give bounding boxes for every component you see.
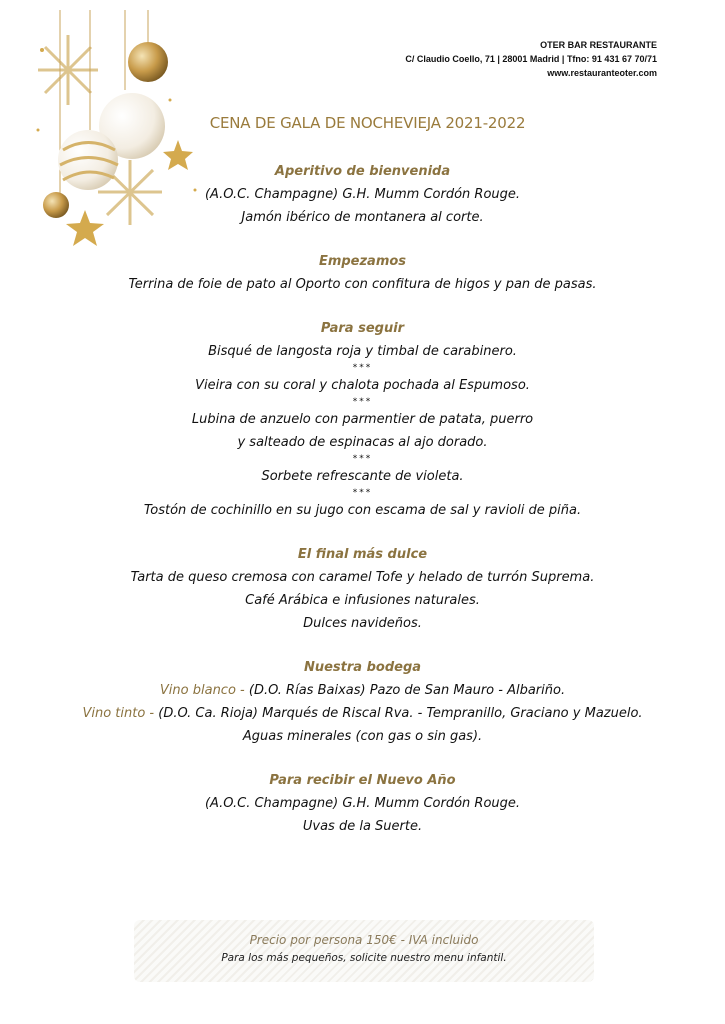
section-title: Para recibir el Nuevo Año	[269, 773, 456, 788]
menu-line: Vieira con su coral y chalota pochada al Espumoso.	[195, 378, 530, 393]
restaurant-address: C/ Claudio Coello, 71 | 28001 Madrid | Tfno: 91 431 67 70/71	[405, 54, 657, 64]
menu-line: Bisqué de langosta roja y timbal de carabinero.	[208, 344, 517, 359]
wine-white-line	[0, 679, 725, 702]
menu-body	[0, 160, 725, 838]
menu-line: Aguas minerales (con gas o sin gas).	[242, 729, 483, 744]
restaurant-name: OTER BAR RESTAURANTE	[540, 40, 657, 50]
menu-line: Tarta de queso cremosa con caramel Tofe y helado de turrón Suprema.	[130, 570, 595, 585]
menu-line: Jamón ibérico de montanera al corte.	[241, 210, 484, 225]
price-box	[134, 920, 594, 982]
section-nuevo-ano	[0, 769, 725, 838]
section-para-seguir	[0, 317, 725, 522]
menu-line: (A.O.C. Champagne) G.H. Mumm Cordón Rouge.	[204, 187, 521, 202]
menu-line: Dulces navideños.	[303, 616, 422, 631]
separator: ***	[352, 397, 373, 407]
restaurant-header	[405, 38, 657, 80]
wine-label: Vino tinto -	[82, 706, 155, 721]
menu-line: Uvas de la Suerte.	[302, 819, 423, 834]
wine-label: Vino blanco -	[159, 683, 245, 698]
section-title: El final más dulce	[297, 547, 428, 562]
separator: ***	[352, 454, 373, 464]
menu-line: (A.O.C. Champagne) G.H. Mumm Cordón Rouge.	[204, 796, 521, 811]
price-text: Precio por persona 150€ - IVA incluido	[249, 933, 479, 947]
menu-line: y salteado de espinacas al ajo dorado.	[237, 435, 488, 450]
section-title: Nuestra bodega	[303, 660, 422, 675]
wine-text: (D.O. Ca. Rioja) Marqués de Riscal Rva. - Tempranillo, Graciano y Mazuelo.	[158, 706, 643, 721]
section-final-dulce	[0, 543, 725, 635]
separator: ***	[352, 363, 373, 373]
gold-bauble-icon	[128, 42, 168, 82]
section-title: Para seguir	[320, 321, 405, 336]
page-title: CENA DE GALA DE NOCHEVIEJA 2021-2022	[209, 114, 526, 132]
section-empezamos	[0, 250, 725, 296]
section-title: Aperitivo de bienvenida	[274, 164, 451, 179]
menu-line: Café Arábica e infusiones naturales.	[245, 593, 480, 608]
separator: ***	[352, 488, 373, 498]
wine-red-line	[0, 702, 725, 725]
kids-menu-note: Para los más pequeños, solicite nuestro menu infantil.	[221, 952, 507, 964]
menu-line: Tostón de cochinillo en su jugo con escama de sal y ravioli de piña.	[143, 503, 582, 518]
wine-text: (D.O. Rías Baixas) Pazo de San Mauro - Albariño.	[248, 683, 566, 698]
menu-line: Lubina de anzuelo con parmentier de patata, puerro	[191, 412, 534, 427]
snowflake-icon	[38, 35, 98, 105]
section-bodega	[0, 656, 725, 748]
section-aperitivo	[0, 160, 725, 229]
restaurant-website: www.restauranteoter.com	[547, 68, 657, 78]
section-title: Empezamos	[318, 254, 407, 269]
menu-line: Sorbete refrescante de violeta.	[261, 469, 464, 484]
menu-line: Terrina de foie de pato al Oporto con confitura de higos y pan de pasas.	[128, 277, 597, 292]
